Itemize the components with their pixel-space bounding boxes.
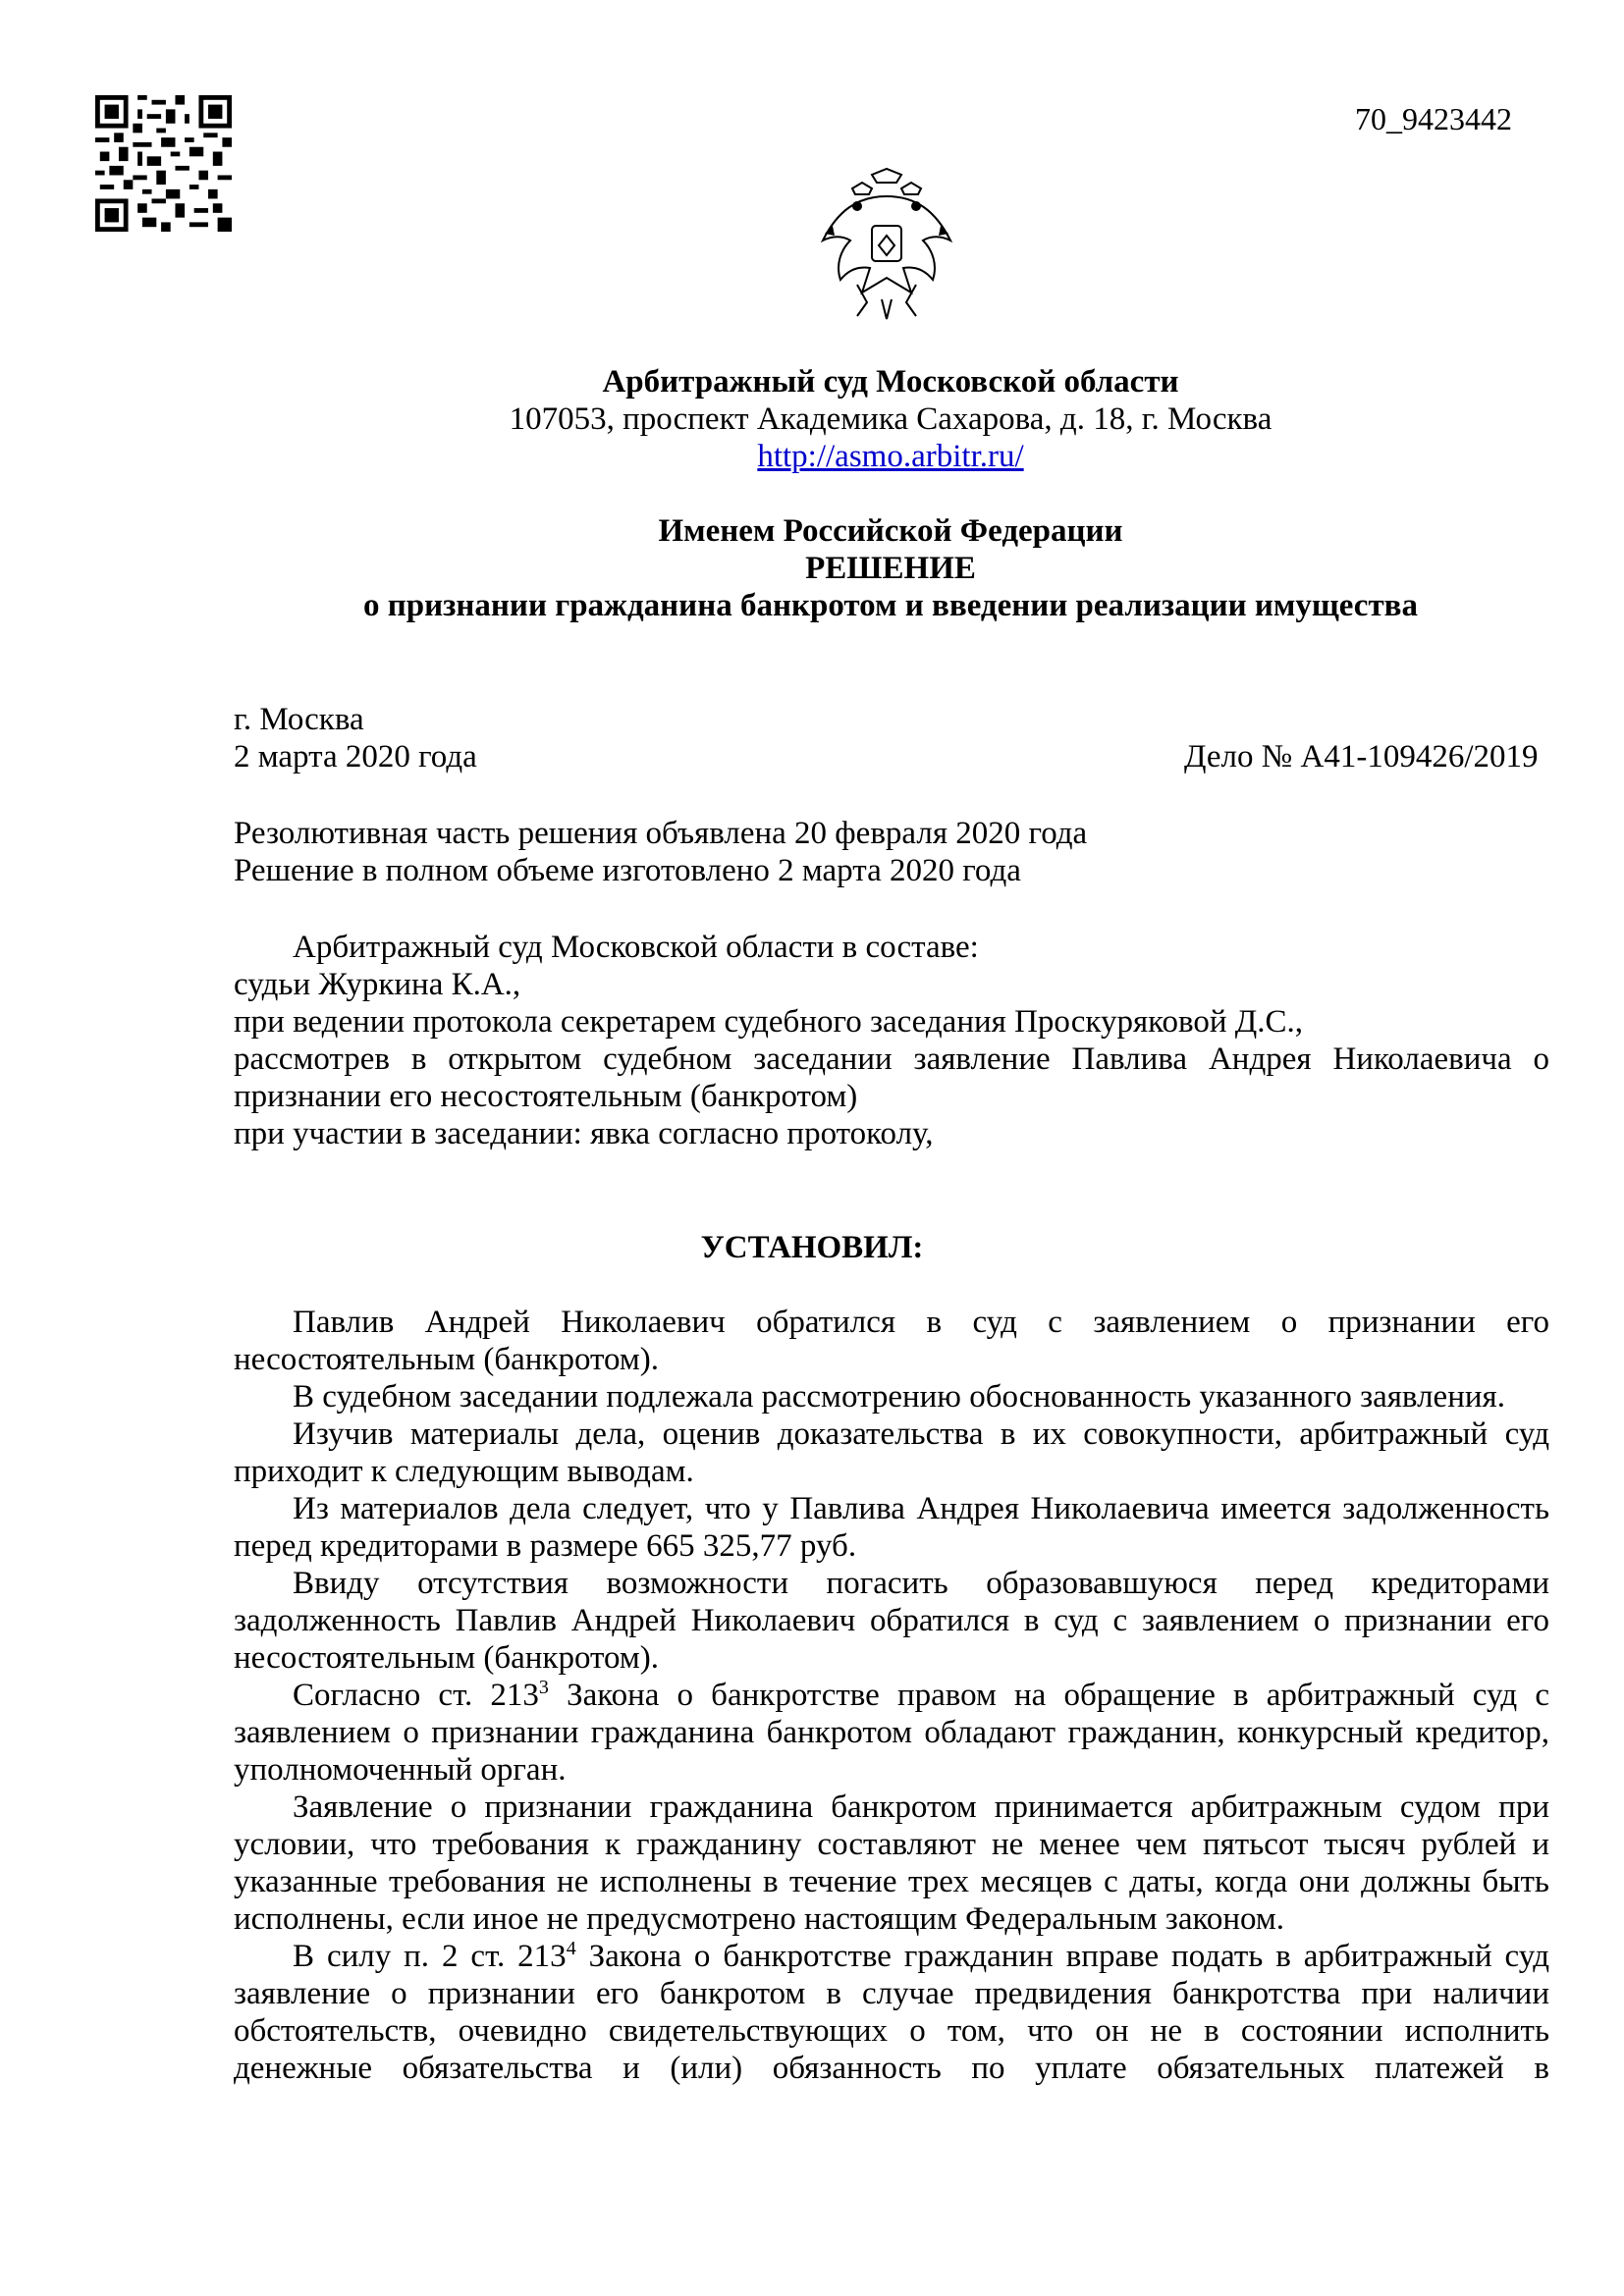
in-name-of-federation: Именем Российской Федерации bbox=[658, 513, 1123, 549]
composition-line-1: Арбитражный суд Московской области в составе: bbox=[293, 930, 979, 965]
decision-title: РЕШЕНИЕ bbox=[805, 551, 976, 586]
city: г. Москва bbox=[234, 702, 364, 737]
body-paragraph: Из материалов дела следует, что у Павлива Андрея Николаевича имеется задолженность перед кредиторами в размере 665 325,77 руб. bbox=[234, 1491, 1549, 1564]
body-text: Согласно ст. 213 bbox=[293, 1678, 539, 1713]
coat-of-arms-emblem bbox=[813, 167, 960, 326]
court-url-link[interactable]: http://asmo.arbitr.ru/ bbox=[757, 439, 1024, 474]
decision-subject: о признании гражданина банкротом и введении реализации имущества bbox=[363, 588, 1418, 623]
body-paragraph: Заявление о признании гражданина банкротом принимается арбитражным судом при условии, что требования к гражданину составляют не менее чем пятьсот тысяч рублей и указанные требования не исполнены в течение трех месяцев с даты, когда они должны быть исполнены, если иное не предусмотрено настоящим Федеральным законом. bbox=[234, 1789, 1549, 1937]
body-text: Закона о банкротстве гражданин вправе подать в арбитражный суд заявление о признании его банкротом в случае предвидения банкротства при наличии обстоятельств, очевидно свидетельствующих о том, что он не в состоянии исполнить денежные обязательства и (или) обязанность по уплате обязательных платежей в bbox=[234, 1939, 1549, 2086]
resolution-announced: Резолютивная часть решения объявлена 20 февраля 2020 года bbox=[234, 816, 1088, 851]
document-id: 70_9423442 bbox=[1355, 101, 1512, 136]
body-paragraph: Ввиду отсутствия возможности погасить образовавшуюся перед кредиторами задолженность Павлив Андрей Николаевич обратился в суд с заявлением о признании его несостоятельным (банкротом). bbox=[234, 1566, 1549, 1676]
qr-code-icon bbox=[95, 95, 232, 232]
composition-line-2: судьи Журкина К.А., bbox=[234, 967, 521, 1002]
decision-date: 2 марта 2020 года bbox=[234, 739, 477, 774]
body-paragraph bbox=[234, 1938, 1549, 2087]
composition-line-3: при ведении протокола секретарем судебного заседания Проскуряковой Д.С., bbox=[234, 1004, 1304, 1040]
composition-line-5: при участии в заседании: явка согласно протоколу, bbox=[234, 1116, 934, 1151]
body-text: Закона о банкротстве правом на обращение в арбитражный суд с заявлением о признании гражданина банкротом обладают гражданин, конкурсный кредитор, уполномоченный орган. bbox=[234, 1678, 1549, 1788]
body-paragraph: Изучив материалы дела, оценив доказательства в их совокупности, арбитражный суд приходит к следующим выводам. bbox=[234, 1416, 1549, 1489]
body-paragraph: Павлив Андрей Николаевич обратился в суд с заявлением о признании его несостоятельным (банкротом). bbox=[234, 1305, 1549, 1377]
case-number: Дело № А41-109426/2019 bbox=[1184, 739, 1539, 774]
established-heading: УСТАНОВИЛ: bbox=[700, 1230, 924, 1265]
court-url-container bbox=[79, 438, 1624, 475]
court-address: 107053, проспект Академика Сахарова, д. 18, г. Москва bbox=[509, 401, 1272, 437]
body-paragraph: В судебном заседании подлежала рассмотрению обоснованность указанного заявления. bbox=[293, 1379, 1505, 1415]
superscript: 4 bbox=[566, 1938, 576, 1959]
superscript: 3 bbox=[538, 1677, 549, 1698]
body-paragraph bbox=[234, 1677, 1549, 1789]
resolution-full: Решение в полном объеме изготовлено 2 марта 2020 года bbox=[234, 853, 1021, 888]
composition-line-4: рассмотрев в открытом судебном заседании заявление Павлива Андрея Николаевича о признании его несостоятельным (банкротом) bbox=[234, 1041, 1549, 1114]
body-text: В силу п. 2 ст. 213 bbox=[293, 1939, 567, 1974]
court-name: Арбитражный суд Московской области bbox=[602, 364, 1179, 400]
